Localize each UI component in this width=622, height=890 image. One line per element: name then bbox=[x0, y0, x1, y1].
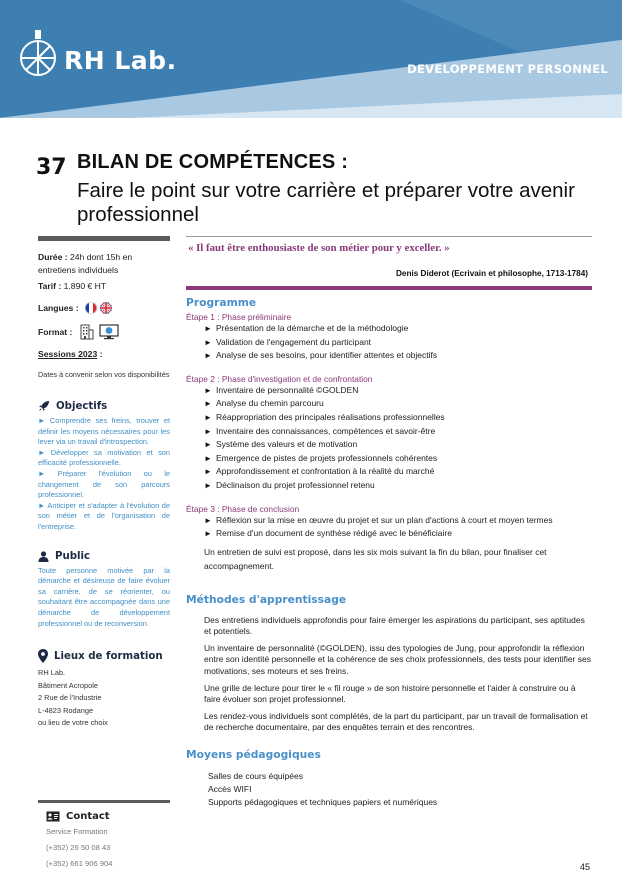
list-item: ► Présentation de la démarche et de la méthodologie bbox=[204, 323, 409, 333]
methodes-paragraph: Un inventaire de personnalité (©GOLDEN), issu des typologies de Jung, pour approfondir la réflexion entre son identité personnelle et la cohérence de ses choix professionnels, des tests pour identifier ses motivations, ses moteurs et ses freins. bbox=[204, 643, 591, 676]
location-pin-icon bbox=[38, 649, 48, 663]
address-line: Bâtiment Acropole bbox=[38, 680, 98, 690]
logo-icon bbox=[16, 28, 60, 84]
list-item: Supports pédagogiques et techniques papiers et numériques bbox=[208, 796, 438, 807]
etape-3-heading: Étape 3 : Phase de conclusion bbox=[186, 503, 300, 514]
rocket-icon bbox=[38, 400, 50, 412]
etape-1-heading: Étape 1 : Phase préliminaire bbox=[186, 312, 292, 322]
address-line: ou lieu de votre choix bbox=[38, 718, 108, 728]
sidebar-top-bar bbox=[38, 236, 170, 241]
contact-mobile[interactable]: (+352) 661 906 904 bbox=[46, 859, 113, 868]
contact-phone[interactable]: (+352) 26 50 08 43 bbox=[46, 843, 111, 852]
list-item: ► Analyse de ses besoins, pour identifier attentes et objectifs bbox=[204, 350, 438, 361]
logo-text: RH Lab. bbox=[64, 46, 177, 75]
tarif: Tarif : 1.890 € HT bbox=[38, 281, 107, 291]
list-item: ► Réflexion sur la mise en œuvre du projet et sur un plan d'actions à court et moyen termes bbox=[204, 514, 553, 525]
etape-2-list bbox=[186, 384, 592, 493]
public-text: Toute personne motivée par la démarche et désireuse de faire évoluer sa carrière, de se réorienter, ou souhaitant être accompagnée dans une démarche de développement professionnel ou de reconversion. bbox=[38, 565, 170, 628]
methodes-paragraph: Les rendez-vous individuels sont complétés, de la part du participant, par un travail de formalisation et de recherche documentaire, par des enquêtes terrain et des rencontres. bbox=[204, 711, 588, 733]
person-icon bbox=[38, 551, 49, 562]
list-item: ► Remise d'un document de synthèse rédigé avec le bénéficiaire bbox=[204, 528, 452, 539]
online-screen-icon bbox=[99, 324, 119, 340]
main-content bbox=[186, 236, 592, 809]
objectif-item: ► Préparer l'évolution ou le changement de son parcours professionnel. bbox=[38, 468, 170, 500]
contact-bar bbox=[38, 800, 170, 803]
moyens-heading: Moyens pédagogiques bbox=[186, 747, 321, 761]
building-icon bbox=[80, 324, 94, 340]
objectifs-heading: Objectifs bbox=[38, 400, 170, 412]
format: Format : bbox=[38, 322, 170, 342]
french-flag-icon bbox=[85, 302, 97, 314]
moyens-list bbox=[186, 770, 592, 809]
page-header bbox=[0, 0, 622, 118]
course-subtitle: Faire le point sur votre carrière et préparer votre avenir professionnel bbox=[77, 179, 575, 226]
address-line: RH Lab. bbox=[38, 668, 66, 678]
list-item: ► Approfondissement et confrontation à la réalité du marché bbox=[204, 466, 435, 477]
list-item: ► Analyse du chemin parcouru bbox=[204, 398, 324, 409]
list-item: Salles de cours équipées bbox=[208, 770, 303, 781]
etape-2-heading: Étape 2 : Phase d'investigation et de confrontation bbox=[186, 373, 373, 384]
quote-author: Denis Diderot (Ecrivain et philosophe, 1713-1784) bbox=[395, 269, 588, 278]
list-item: ► Inventaire des connaissances, compétences et savoir-être bbox=[204, 425, 436, 436]
list-item: ► Déclinaison du projet professionnel retenu bbox=[204, 479, 375, 490]
contact-heading: Contact bbox=[38, 811, 170, 822]
sidebar bbox=[38, 236, 170, 730]
list-item: Accès WIFI bbox=[208, 783, 252, 794]
address-line: L-4823 Rodange bbox=[38, 705, 94, 715]
methodes-paragraph: Des entretiens individuels approfondis pour faire émerger les aspirations du participant, ses aptitudes et potentiels. bbox=[204, 614, 585, 636]
sessions: Sessions 2023 : bbox=[38, 348, 103, 359]
methodes-paragraph: Une grille de lecture pour tirer le « fil rouge » de son histoire personnelle et l'aider à construire ou à faire évoluer son projet professionnel. bbox=[204, 682, 576, 704]
list-item: ► Emergence de pistes de projets professionnels cohérentes bbox=[204, 452, 438, 463]
list-item: ► Réappropriation des principales réalisations professionnelles bbox=[204, 411, 445, 422]
contact-card-icon bbox=[46, 811, 60, 822]
public-heading: Public bbox=[38, 551, 170, 562]
objectif-item: ► Développer sa motivation et son efficacité professionnelle. bbox=[38, 447, 170, 468]
objectif-item: ► Comprendre ses freins, trouver et définir les moyens nécessaires pour les lever via un travail d'introspection. bbox=[38, 416, 170, 447]
page-number: 45 bbox=[579, 862, 590, 872]
lieux-address bbox=[38, 667, 170, 730]
main-top-rule bbox=[186, 236, 592, 237]
list-item: ► Système des valeurs et de motivation bbox=[204, 439, 358, 450]
section-title: DEVELOPPEMENT PERSONNEL bbox=[407, 62, 608, 76]
purple-rule bbox=[186, 286, 592, 290]
address-line: 2 Rue de l'Industrie bbox=[38, 693, 102, 703]
objectif-item: ► Anticiper et s'adapter à l'évolution de son métier et de l'organisation de l'entreprise. bbox=[38, 500, 170, 531]
list-item: ► Inventaire de personnalité ©GOLDEN bbox=[204, 384, 359, 395]
programme-heading: Programme bbox=[186, 296, 257, 309]
contact-box bbox=[38, 800, 170, 872]
methodes-heading: Méthodes d'apprentissage bbox=[186, 592, 347, 606]
contact-service: Service Formation bbox=[46, 827, 108, 836]
etape-1-list bbox=[186, 322, 592, 363]
lieux-heading: Lieux de formation bbox=[38, 649, 170, 663]
quote: « Il faut être enthousiaste de son métier pour y exceller. » bbox=[188, 242, 450, 254]
langues: Langues : bbox=[38, 298, 170, 318]
course-number: 37 bbox=[36, 155, 67, 180]
course-title: BILAN DE COMPÉTENCES : bbox=[77, 151, 349, 173]
etape-3-list bbox=[186, 514, 592, 541]
sessions-text: Dates à convenir selon vos disponibilités bbox=[38, 370, 170, 379]
uk-flag-icon bbox=[100, 302, 112, 314]
list-item: ► Validation de l'engagement du participant bbox=[204, 336, 372, 347]
duree: Durée : 24h dont 15h en entretiens individuels bbox=[38, 252, 133, 275]
suivi-text: Un entretien de suivi est proposé, dans les six mois suivant la fin du bilan, pour finaliser cet accompagnement. bbox=[204, 546, 547, 571]
